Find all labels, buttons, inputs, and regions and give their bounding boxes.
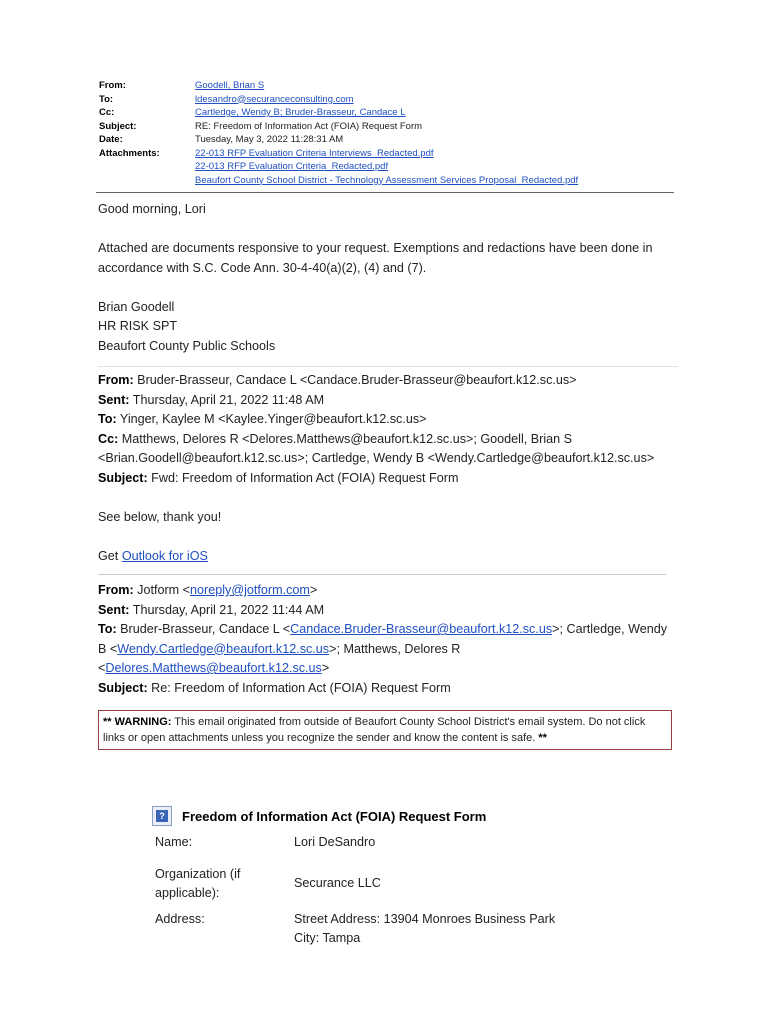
form-row-organization	[152, 865, 672, 904]
fwd1-cc	[98, 430, 678, 469]
fwd1-body: See below, thank you!	[98, 509, 222, 524]
fwd1-from	[98, 371, 678, 391]
warning-label: ** WARNING:	[103, 716, 172, 728]
fwd1-subject-label: Subject:	[98, 470, 148, 485]
form-title-row	[152, 805, 672, 827]
fwd2-to-text: Bruder-Brasseur, Candace L <	[116, 622, 291, 636]
fwd2-from	[98, 581, 678, 601]
form-value	[294, 910, 672, 949]
outlook-for-ios-link[interactable]: Outlook for iOS	[121, 548, 208, 563]
header-subject-row	[99, 120, 674, 134]
header-key: To:	[99, 93, 114, 105]
fwd2-to-text: >	[321, 661, 330, 675]
header-date-value: Tuesday, May 3, 2022 11:28:31 AM	[195, 134, 344, 145]
jotform-email-link[interactable]: noreply@jotform.com	[190, 583, 310, 597]
email-body	[98, 200, 678, 750]
header-divider	[96, 192, 674, 193]
attachment-link[interactable]: 22-013 RFP Evaluation Criteria Interviews_Redacted.pdf	[195, 147, 434, 159]
header-key: From:	[99, 80, 126, 91]
fwd1-from-value: Bruder-Brasseur, Candace L <Candace.Bruder-Brasseur@beaufort.k12.sc.us>	[133, 373, 577, 387]
fwd2-to-text: >; Matthews, Delores R <	[98, 641, 461, 675]
question-mark-icon	[152, 806, 172, 826]
header-cc-link[interactable]: Cartledge, Wendy B; Bruder-Brasseur, Candace L	[195, 107, 406, 118]
header-subject-value: RE: Freedom of Information Act (FOIA) Request Form	[195, 120, 423, 132]
header-cc-row	[99, 106, 674, 120]
header-attachment-row	[99, 147, 674, 161]
external-warning-banner	[98, 710, 672, 750]
attachment-link[interactable]: 22-013 RFP Evaluation Criteria_Redacted.pdf	[195, 161, 389, 172]
foia-request-form	[152, 805, 672, 949]
fwd2-sent-value: Thursday, April 21, 2022 11:44 AM	[129, 602, 325, 617]
warning-end: **	[538, 732, 547, 744]
form-label: Address:	[155, 911, 205, 926]
address-city: City: Tampa	[294, 931, 361, 945]
candace-email-link[interactable]: Candace.Bruder-Brasseur@beaufort.k12.sc.us	[290, 622, 553, 636]
address-street: Street Address: 13904 Monroes Business Park	[294, 911, 556, 926]
forward-divider-2	[98, 574, 666, 575]
fwd1-subject	[98, 469, 678, 489]
header-attachment-row	[99, 160, 674, 174]
fwd1-sent-value: Thursday, April 21, 2022 11:48 AM	[129, 392, 325, 407]
fwd2-to	[98, 620, 678, 679]
delores-email-link[interactable]: Delores.Matthews@beaufort.k12.sc.us	[105, 661, 322, 675]
fwd2-from-label: From:	[98, 583, 134, 597]
signature-name: Brian Goodell	[98, 299, 175, 314]
header-attachment-row	[99, 174, 674, 188]
wendy-email-link[interactable]: Wendy.Cartledge@beaufort.k12.sc.us	[117, 641, 330, 656]
form-label: Name:	[155, 835, 193, 849]
header-key	[99, 160, 195, 174]
warning-text: This email originated from outside of Beaufort County School District's email system. Do not click links or open attachments unless you recognize the sender and know the content is safe.	[103, 716, 646, 744]
fwd2-from-post: >	[309, 583, 318, 597]
fwd1-cc-label: Cc:	[98, 431, 119, 446]
attachment-link[interactable]: Beaufort County School District - Technology Assessment Services Proposal_Redacted.pdf	[195, 174, 579, 186]
fwd1-sent	[98, 391, 678, 411]
email-header	[99, 79, 674, 187]
fwd1-to-label: To:	[98, 412, 117, 426]
fwd2-subject-label: Subject:	[98, 680, 148, 695]
fwd1-subject-value: Fwd: Freedom of Information Act (FOIA) Request Form	[147, 470, 459, 485]
signature-org: Beaufort County Public Schools	[98, 338, 276, 353]
form-row-name	[152, 833, 672, 853]
header-date-row	[99, 133, 674, 147]
form-title: Freedom of Information Act (FOIA) Request Form	[182, 808, 487, 824]
fwd1-sent-label: Sent:	[98, 392, 130, 407]
form-value: Lori DeSandro	[294, 835, 376, 849]
form-row-address	[152, 910, 672, 949]
forward-divider	[98, 366, 678, 367]
header-to-link[interactable]: ldesandro@securanceconsulting.com	[195, 93, 354, 105]
fwd1-from-label: From:	[98, 373, 134, 387]
question-mark-glyph: ?	[156, 810, 168, 822]
header-from-row	[99, 79, 674, 93]
fwd2-to-label: To:	[98, 622, 117, 636]
header-key	[99, 174, 195, 188]
fwd2-to-text: >; Cartledge, Wendy B <	[98, 622, 668, 656]
reply-text: Attached are documents responsive to your request. Exemptions and redactions have been done in accordance with S.C. Code Ann. 30-4-40(a)(2), (4) and (7).	[98, 241, 653, 275]
header-from-link[interactable]: Goodell, Brian S	[195, 80, 265, 91]
fwd2-subject-value: Re: Freedom of Information Act (FOIA) Request Form	[147, 680, 451, 695]
fwd2-sent-label: Sent:	[98, 602, 130, 617]
header-key: Date:	[99, 134, 123, 145]
fwd1-to-value: Yinger, Kaylee M <Kaylee.Yinger@beaufort.k12.sc.us>	[116, 412, 427, 426]
fwd1-to	[98, 410, 678, 430]
form-label: Organization (if applicable):	[155, 866, 241, 900]
fwd1-cc-value: Matthews, Delores R <Delores.Matthews@beaufort.k12.sc.us>; Goodell, Brian S <Brian.Goodell@beaufort.k12.sc.us>; Cartledge, Wendy B <Wendy.Cartledge@beaufort.k12.sc.us>	[98, 431, 655, 465]
greeting: Good morning, Lori	[98, 202, 206, 216]
signature-title: HR RISK SPT	[98, 319, 178, 333]
outlook-line	[98, 547, 678, 567]
fwd2-subject	[98, 679, 678, 699]
header-key: Attachments:	[99, 147, 160, 159]
outlook-prefix: Get	[98, 548, 122, 563]
header-key: Subject:	[99, 120, 137, 132]
fwd2-from-pre: Jotform <	[133, 583, 191, 597]
header-key: Cc:	[99, 107, 115, 118]
header-to-row	[99, 93, 674, 107]
fwd2-sent	[98, 601, 678, 621]
form-value: Securance LLC	[294, 876, 381, 891]
